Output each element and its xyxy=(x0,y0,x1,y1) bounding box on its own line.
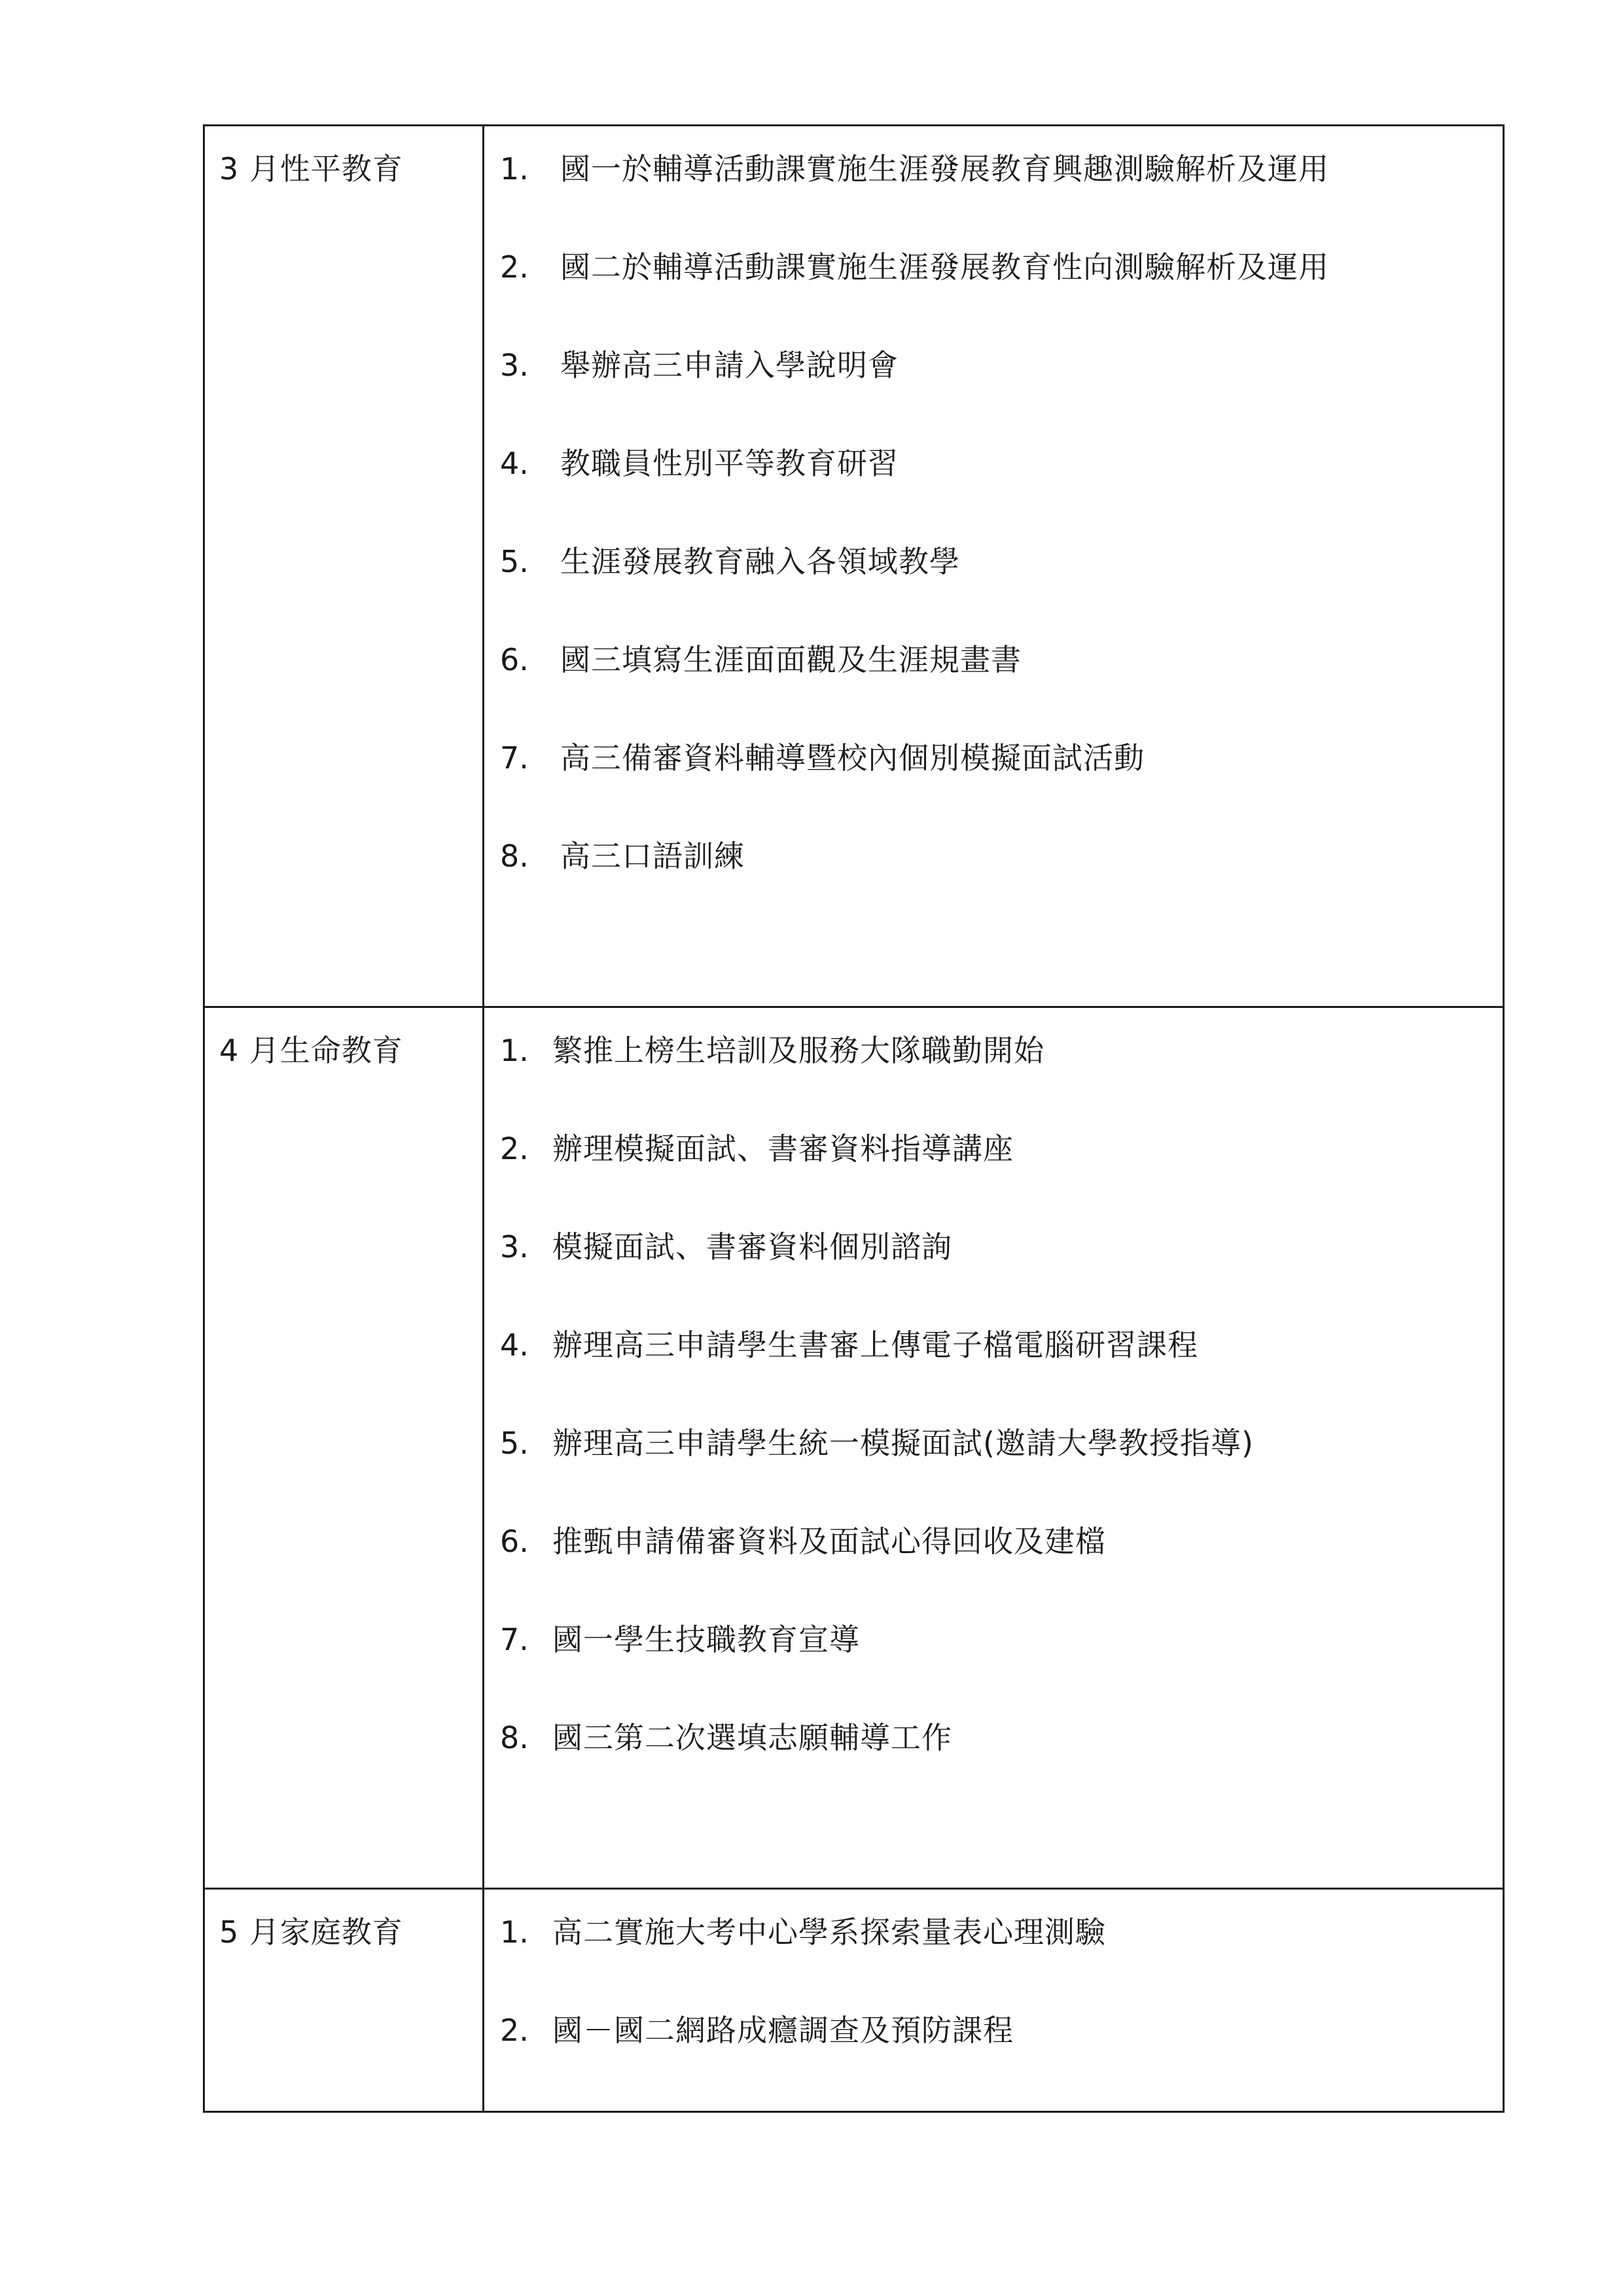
list-item xyxy=(500,151,1503,249)
items-cell xyxy=(484,1889,1504,2112)
item-number: 4. xyxy=(500,446,529,481)
list-item xyxy=(500,740,1503,838)
item-number: 2. xyxy=(500,1131,529,1166)
list-item xyxy=(500,1426,1503,1524)
item-number: 7. xyxy=(500,740,529,776)
item-text: 模擬面試、書審資料個別諮詢 xyxy=(552,1229,952,1265)
item-text: 國一學生技職教育宣導 xyxy=(552,1622,860,1657)
item-text: 國二於輔導活動課實施生涯發展教育性向測驗解析及運用 xyxy=(560,249,1329,285)
list-item xyxy=(500,446,1503,544)
month-cell xyxy=(204,126,484,1007)
item-text: 教職員性別平等教育研習 xyxy=(560,446,899,481)
item-text: 國－國二網路成癮調查及預防課程 xyxy=(552,2013,1014,2048)
list-item xyxy=(500,1229,1503,1327)
item-number: 3. xyxy=(500,1229,529,1265)
item-number: 2. xyxy=(500,2013,529,2048)
list-item xyxy=(500,1720,1503,1818)
month-label: 3 月性平教育 xyxy=(219,151,403,187)
list-item xyxy=(500,1524,1503,1622)
table-row xyxy=(204,1007,1504,1889)
item-number: 3. xyxy=(500,348,529,383)
item-number: 4. xyxy=(500,1327,529,1363)
list-item xyxy=(500,2013,1503,2111)
item-number: 5. xyxy=(500,1426,529,1461)
item-text: 高三備審資料輔導暨校內個別模擬面試活動 xyxy=(560,740,1145,776)
month-cell xyxy=(204,1007,484,1889)
item-text: 生涯發展教育融入各領域教學 xyxy=(560,544,960,579)
item-number: 1. xyxy=(500,1914,529,1950)
item-text: 高三口語訓練 xyxy=(560,838,745,874)
item-text: 辦理高三申請學生書審上傳電子檔電腦研習課程 xyxy=(552,1327,1198,1363)
item-number: 1. xyxy=(500,151,529,187)
item-text: 推甄申請備審資料及面試心得回收及建檔 xyxy=(552,1524,1106,1559)
item-text: 繁推上榜生培訓及服務大隊職勤開始 xyxy=(552,1033,1044,1068)
item-text: 舉辦高三申請入學說明會 xyxy=(560,348,899,383)
item-number: 6. xyxy=(500,1524,529,1559)
month-label: 5 月家庭教育 xyxy=(219,1914,403,1950)
item-number: 1. xyxy=(500,1033,529,1068)
list-item xyxy=(500,642,1503,740)
table-row xyxy=(204,1889,1504,2112)
item-number: 8. xyxy=(500,1720,529,1755)
item-text: 國三第二次選填志願輔導工作 xyxy=(552,1720,952,1755)
list-item xyxy=(500,544,1503,642)
list-item xyxy=(500,1327,1503,1426)
list-item xyxy=(500,838,1503,937)
list-item xyxy=(500,249,1503,348)
item-number: 7. xyxy=(500,1622,529,1657)
list-item xyxy=(500,1033,1503,1131)
item-number: 8. xyxy=(500,838,529,874)
list-item xyxy=(500,1914,1503,2013)
list-item xyxy=(500,348,1503,446)
item-text: 高二實施大考中心學系探索量表心理測驗 xyxy=(552,1914,1106,1950)
item-text: 國三填寫生涯面面觀及生涯規畫書 xyxy=(560,642,1022,677)
monthly-schedule-table xyxy=(203,124,1505,2113)
activity-list xyxy=(484,126,1503,937)
month-label: 4 月生命教育 xyxy=(219,1033,403,1068)
item-number: 2. xyxy=(500,249,529,285)
item-number: 6. xyxy=(500,642,529,677)
list-item xyxy=(500,1622,1503,1720)
activity-list xyxy=(484,1890,1503,2111)
month-cell xyxy=(204,1889,484,2112)
activity-list xyxy=(484,1008,1503,1818)
list-item xyxy=(500,1131,1503,1229)
item-text: 辦理高三申請學生統一模擬面試(邀請大學教授指導) xyxy=(552,1426,1254,1461)
items-cell xyxy=(484,126,1504,1007)
item-text: 國一於輔導活動課實施生涯發展教育興趣測驗解析及運用 xyxy=(560,151,1329,187)
table-row xyxy=(204,126,1504,1007)
item-number: 5. xyxy=(500,544,529,579)
item-text: 辦理模擬面試、書審資料指導講座 xyxy=(552,1131,1014,1166)
items-cell xyxy=(484,1007,1504,1889)
